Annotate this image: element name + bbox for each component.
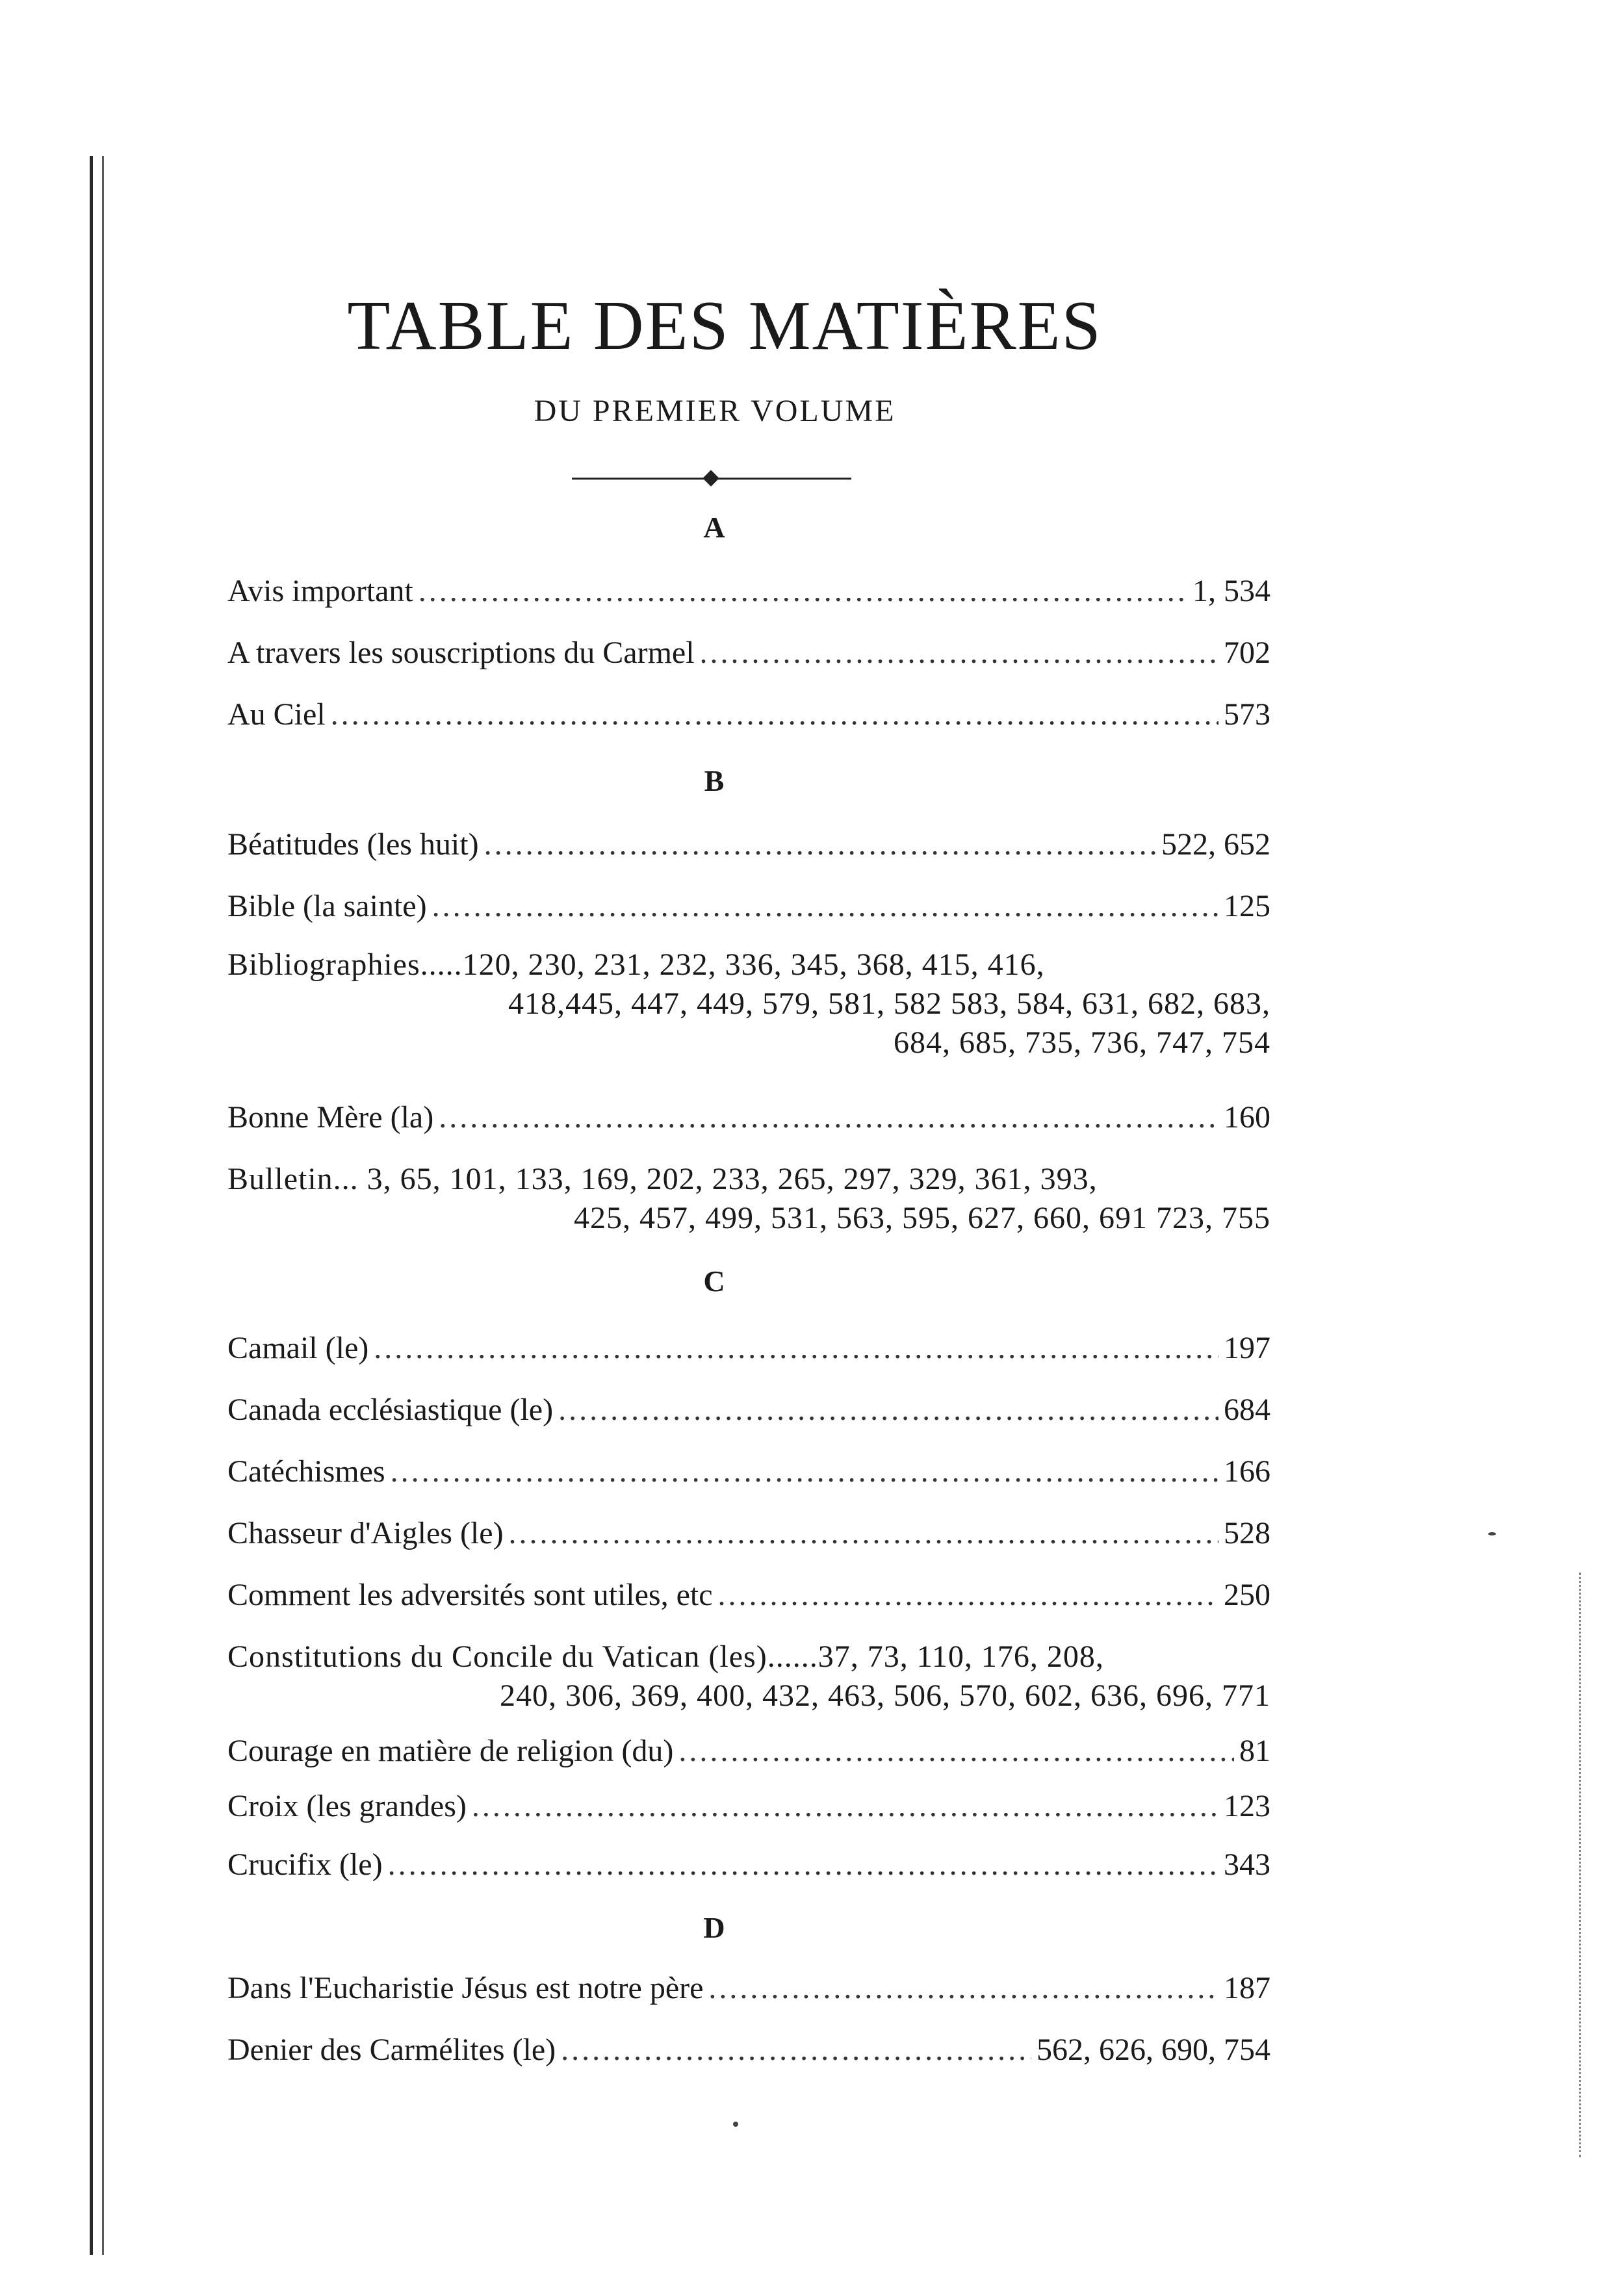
entry-pages: 528 [1224, 1516, 1270, 1550]
entry-pages: 702 [1224, 636, 1270, 670]
entry-label: Bibliographies [227, 947, 420, 982]
entry-pages-line: 3, 65, 101, 133, 169, 202, 233, 265, 297, 329, 361, 393, [367, 1162, 1098, 1196]
entry-pages: 1, 534 [1192, 574, 1270, 608]
entry-label: Chasseur d'Aigles (le) [227, 1516, 504, 1550]
section-letter-c: C [703, 1265, 727, 1298]
toc-entry [227, 1576, 1270, 1615]
entry-label: A travers les souscriptions du Carmel [227, 636, 695, 670]
toc-entry [227, 572, 1270, 611]
leader-dots [678, 1732, 1234, 1771]
entry-label: Béatitudes (les huit) [227, 827, 479, 862]
section-letter-b: B [704, 764, 726, 797]
entry-pages-line: 120, 230, 231, 232, 336, 345, 368, 415, 416, [462, 947, 1045, 982]
toc-entry [227, 887, 1270, 926]
leader-dots [700, 634, 1218, 673]
entry-label: Canada ecclésiastique (le) [227, 1393, 554, 1427]
leader-dots: ...... [767, 1639, 818, 1674]
ink-speck [1488, 1532, 1496, 1535]
entry-label: Dans l'Eucharistie Jésus est notre père [227, 1971, 704, 2005]
entry-label: Courage en matière de religion (du) [227, 1734, 674, 1768]
entry-label: Bible (la sainte) [227, 889, 427, 923]
entry-pages: 250 [1224, 1578, 1270, 1612]
entry-label: Bulletin [227, 1162, 333, 1196]
entry-pages: 573 [1224, 697, 1270, 732]
entry-label: Crucifix (le) [227, 1847, 383, 1882]
entry-pages: 160 [1224, 1100, 1270, 1135]
page-subtitle: DU PREMIER VOLUME [534, 394, 896, 428]
toc-entry [227, 1514, 1270, 1553]
entry-pages: 197 [1224, 1331, 1270, 1365]
leader-dots [472, 1787, 1218, 1826]
entry-label: Catéchismes [227, 1454, 385, 1489]
section-letter-a: A [703, 511, 727, 544]
leader-dots [439, 1098, 1218, 1137]
entry-label: Comment les adversités sont utiles, etc [227, 1578, 713, 1612]
entry-label: Camail (le) [227, 1331, 369, 1365]
entry-label: Constitutions du Concile du Vatican (les) [227, 1639, 767, 1674]
page-title: TABLE DES MATIÈRES [347, 287, 1102, 365]
leader-dots [718, 1576, 1218, 1615]
page-right-edge [1579, 1573, 1586, 2157]
section-letter-d: D [703, 1911, 727, 1944]
entry-label: Denier des Carmélites (le) [227, 2033, 556, 2067]
toc-entry [227, 1787, 1270, 1826]
leader-dots [708, 1969, 1218, 2008]
entry-pages-line: 684, 685, 735, 736, 747, 754 [894, 1025, 1270, 1060]
toc-entry [227, 1452, 1270, 1491]
entry-pages: 81 [1239, 1734, 1270, 1768]
entry-pages: 684 [1224, 1393, 1270, 1427]
leader-dots [484, 825, 1156, 864]
toc-entry [227, 1969, 1270, 2008]
leader-dots [561, 2031, 1031, 2070]
entry-pages: 522, 652 [1161, 827, 1270, 862]
toc-entry [227, 1329, 1270, 1368]
rule-ornament [702, 470, 719, 486]
entry-pages-line: 425, 457, 499, 531, 563, 595, 627, 660, 691 723, 755 [574, 1201, 1270, 1235]
entry-pages: 562, 626, 690, 754 [1037, 2033, 1270, 2067]
leader-dots [331, 695, 1218, 734]
entry-label: Croix (les grandes) [227, 1789, 467, 1823]
toc-entry-multiline [227, 945, 1270, 1062]
ink-speck [733, 2122, 738, 2127]
entry-label: Bonne Mère (la) [227, 1100, 434, 1135]
toc-entry-multiline [227, 1160, 1270, 1238]
leader-dots: ... [333, 1162, 367, 1196]
toc-entry [227, 1391, 1270, 1430]
entry-pages-line: 240, 306, 369, 400, 432, 463, 506, 570, 602, 636, 696, 771 [500, 1678, 1270, 1713]
toc-entry [227, 825, 1270, 864]
entry-pages-line: 37, 73, 110, 176, 208, [818, 1639, 1104, 1674]
leader-dots [432, 887, 1218, 926]
entry-pages: 125 [1224, 889, 1270, 923]
toc-entry [227, 634, 1270, 673]
entry-pages: 343 [1224, 1847, 1270, 1882]
leader-dots [388, 1845, 1218, 1884]
toc-entry-multiline [227, 1637, 1270, 1715]
toc-entry [227, 1732, 1270, 1771]
leader-dots [374, 1329, 1218, 1368]
entry-pages: 187 [1224, 1971, 1270, 2005]
entry-label: Avis important [227, 574, 413, 608]
entry-pages-line: 418,445, 447, 449, 579, 581, 582 583, 584, 631, 682, 683, [508, 986, 1270, 1021]
entry-pages: 166 [1224, 1454, 1270, 1489]
leader-dots [509, 1514, 1218, 1553]
leader-dots: ..... [420, 947, 463, 982]
leader-dots [558, 1391, 1218, 1430]
leader-dots [419, 572, 1187, 611]
toc-entry [227, 695, 1270, 734]
toc-entry [227, 1845, 1270, 1884]
toc-entry [227, 2031, 1270, 2070]
entry-label: Au Ciel [227, 697, 326, 732]
toc-entry [227, 1098, 1270, 1137]
leader-dots [391, 1452, 1218, 1491]
entry-pages: 123 [1224, 1789, 1270, 1823]
